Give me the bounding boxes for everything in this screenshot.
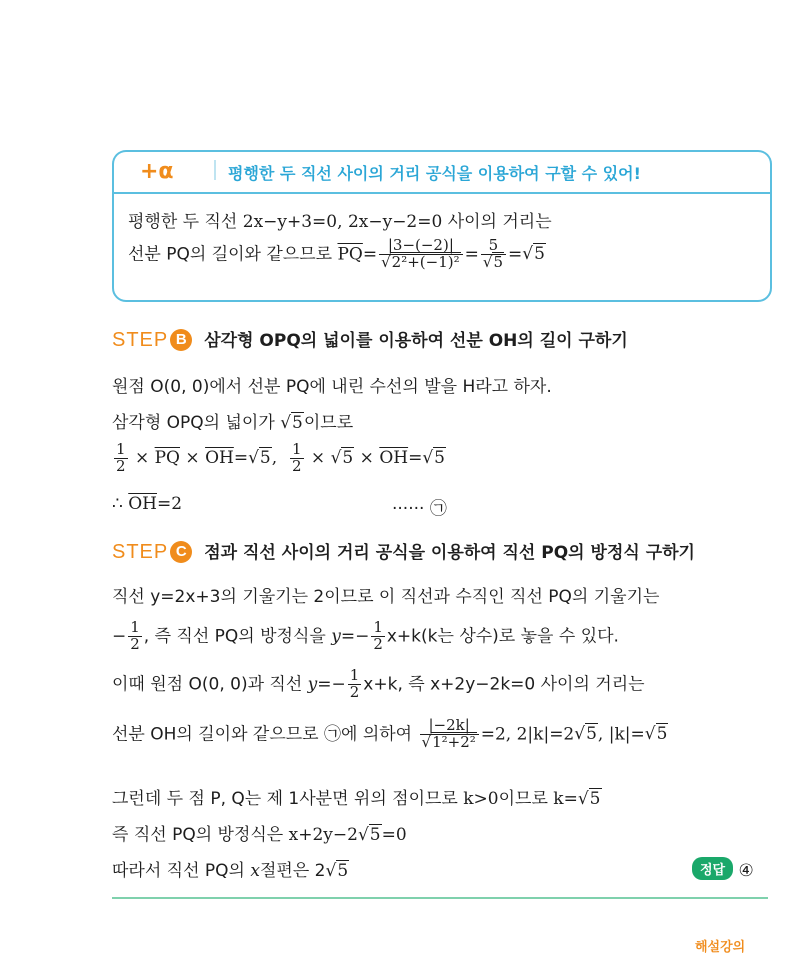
- step-c-line-6: 즉 직선 PQ의 방정식은 x+2y−2√5=0: [112, 825, 407, 845]
- tip-divider: [214, 160, 216, 180]
- answer: [692, 857, 754, 881]
- step-b-line-3: $\frac{1}{2}$ × $\overline{PQ} \times \overline{OH}=√5$, $\frac{1}{2}$ × $√5 \times \overline{OH}=√5$: [116, 440, 445, 475]
- tip-line2-pq: $\overline{PQ}$: [337, 244, 363, 265]
- tip-result: √5: [522, 244, 545, 265]
- step-c-title: 점과 직선 사이의 거리 공식을 이용하여 직선 PQ의 방정식 구하기: [204, 543, 695, 563]
- step-b-heading: [112, 326, 628, 352]
- step-c-line-3: 이때 원점 O(0, 0)과 직선 y=− $\frac{1}{2}$ x+k, 즉 x+2y−2k=0 사이의 거리는: [112, 666, 645, 701]
- step-c-label: STEP: [112, 541, 169, 563]
- tip-frac-2: $\frac{5}{√5}$: [481, 238, 506, 271]
- step-c-letter: C: [170, 541, 192, 563]
- tip-logo: +α: [140, 159, 174, 184]
- tip-line1-tail: 사이의 거리는: [442, 212, 552, 232]
- tip-line1-eq2: 2x−y−2=0: [347, 212, 443, 232]
- step-c-line-7: 따라서 직선 PQ의 x절편은 2√5: [112, 861, 349, 881]
- step-c-line-1: 직선 y=2x+3의 기울기는 2이므로 이 직선과 수직인 직선 PQ의 기울기는: [112, 587, 660, 607]
- step-c-line-5: 그런데 두 점 P, Q는 제 1사분면 위의 점이므로 k>0이므로 k=√5: [112, 789, 601, 809]
- step-b-line-4: ∴ $\overline{OH}=2$: [112, 494, 183, 514]
- tip-line-2: 선분 PQ의 길이와 같으므로 $\overline{PQ}=$ $\frac{|3-(-2)|}{\text{√2²+(−1)²}}$ = $\frac{5}{√5}$ =√5: [128, 236, 545, 271]
- corner-label: 해설강의: [695, 940, 746, 955]
- step-c-heading: [112, 538, 695, 564]
- answer-value: ④: [738, 861, 754, 881]
- step-b-label: STEP: [112, 329, 169, 351]
- step-c-line-4: 선분 OH의 길이와 같으므로 ㉠에 의하여 $\frac{|-2k|}{\text{√1²+2²}}$ =2, 2|k|=2√5, |k|=√5: [112, 716, 668, 751]
- bottom-divider: [112, 897, 768, 899]
- step-b-line-2: 삼각형 OPQ의 넓이가 √5이므로: [112, 413, 354, 433]
- tip-frac-1: $\frac{|3-(-2)|}{\text{√2²+(−1)²}}$: [379, 238, 463, 271]
- step-b-title: 삼각형 OPQ의 넓이를 이용하여 선분 OH의 길이 구하기: [204, 331, 628, 351]
- tip-title: 평행한 두 직선 사이의 거리 공식을 이용하여 구할 수 있어!: [228, 164, 641, 183]
- tip-line2-text: 선분 PQ의 길이와 같으므로: [128, 244, 338, 265]
- tip-line1-eq1: 2x−y+3=0,: [242, 212, 343, 232]
- step-c-line-2: − $\frac{1}{2}$ , 즉 직선 PQ의 방정식을 y=− $\frac{1}{2}$ x+k(k는 상수)로 놓을 수 있다.: [112, 618, 619, 653]
- answer-badge: 정답: [692, 857, 733, 880]
- tip-line-1: [128, 207, 552, 232]
- tip-line1-text: 평행한 두 직선: [128, 212, 243, 232]
- step-b-ref: ······ ㉠: [392, 499, 447, 519]
- step-b-line-1: 원점 O(0, 0)에서 선분 PQ에 내린 수선의 발을 H라고 하자.: [112, 377, 552, 397]
- step-b-letter: B: [170, 329, 192, 351]
